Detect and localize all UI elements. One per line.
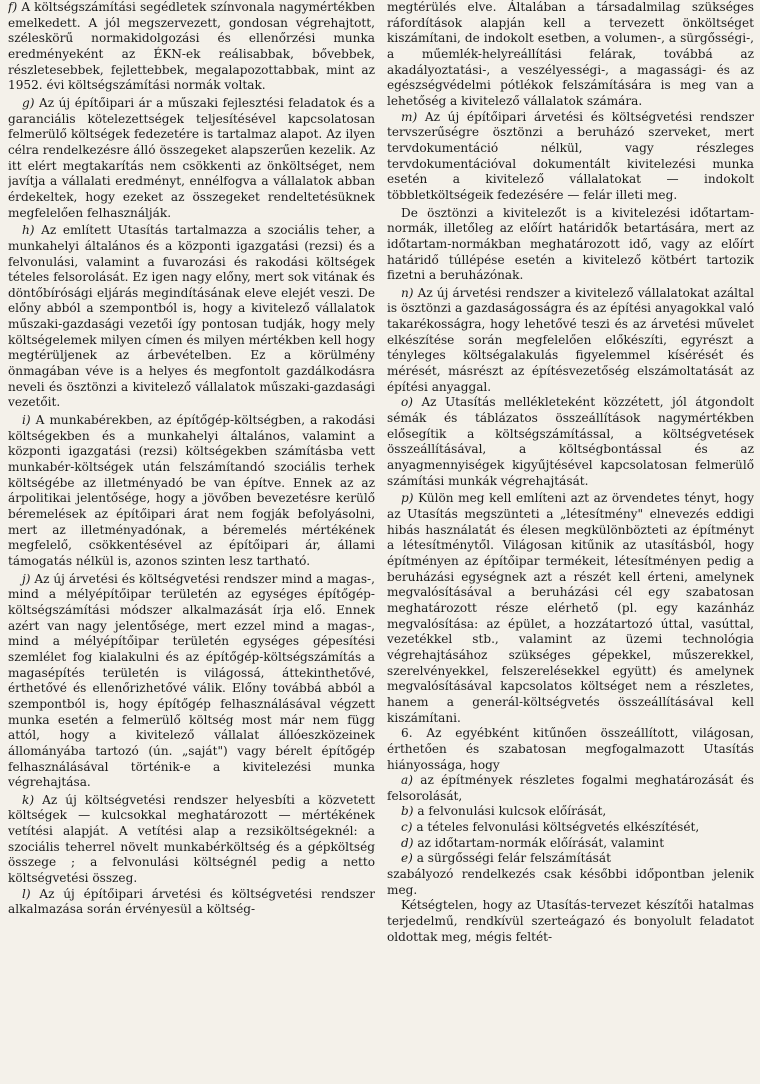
list-item-b bbox=[387, 804, 754, 820]
paragraph-p bbox=[387, 491, 754, 726]
paragraph-text: Az új építőipari ár a műszaki fejlesztési feladatok és a garanciális kötelezettségek teljesítésével kapcsolatosan felmerülő költségek fedezetére is tartalmaz alapot. Az ilyen célra rendelkezésre álló összegeket alapszerűen kezelik. Az itt elért megtakarítás nem csökkenti az önköltséget, nem javítja a vállalati eredményt, ennélfogva a vállalatok abban érdekeltek, hogy ezeket az összegeket rendeltetésüknek megfelelően felhasználják. bbox=[8, 95, 375, 220]
paragraph-label: h) bbox=[22, 223, 35, 238]
list-item-e bbox=[387, 851, 754, 867]
paragraph-text: A munkabérekben, az építőgép-költségben, a rakodási költségekben és a munkahelyi általános, valamint a központi igazgatási (rezsi) költségekben számításba vett munkabér-költségek után felszámítandó szociális terhek költségébe az illetményadó be van építve. Ennek az az árpolitikai jelentősége, hogy a jövőben bevezetésre kerülő béremelések az építőipari árat nem fogják befolyásolni, mert az illetményadónak, a béremelés mértékének megfelelő, csökkentésével az építőipari ár, állami támogatás nélkül is, azonos szinten lesz tartható. bbox=[8, 413, 375, 568]
paragraph-h bbox=[8, 223, 375, 411]
paragraph-label: f) bbox=[8, 0, 18, 14]
paragraph-text: Az új árvetési rendszer a kivitelező vállalatokat azáltal is ösztönzi a gazdaságosságra és az építési anyagokkal való takarékosságra, hogy lehetővé teszi és az árvetési művelet elkészítése során megfelelően előkészíti, egyrészt a tényleges költségalakulás figyelemmel kísérését és mérését, másrészt az építésvezetőség elszámoltatását az építési anyaggal. bbox=[387, 285, 754, 394]
list-label: a) bbox=[401, 773, 413, 788]
paragraph-j bbox=[8, 572, 375, 791]
paragraph-text: Az új árvetési és költségvetési rendszer mind a magas-, mind a mélyépítőipar területén az egységes építőgép-költségszámítási módszer alkalmazását írja elő. Ennek azért van nagy jelentősége, mert ezzel mind a magas-, mind a mélyépítőipar területén egységes gépesítési szemlélet fog kialakulni és az építőgép-költségszámítás a magasépítés területén is világossá, áttekinthetővé, érthetővé és ellenőrizhetővé válik. Előny továbbá abból a szempontból is, hogy építőgép felhasználásával végzett munka esetén a felmerülő költség most már nem függ attól, hogy a kivitelező vállalat állóeszközeinek állományába tartozó (ún. „saját") vagy bérelt építőgép felhasználásával történik-e a kivitelezési munka végrehajtása. bbox=[8, 571, 375, 790]
paragraph-label: o) bbox=[401, 395, 413, 410]
paragraph-g bbox=[8, 96, 375, 221]
paragraph-label: l) bbox=[22, 886, 31, 901]
paragraph-text: szabályozó rendelkezés csak későbbi időpontban jelenik meg. bbox=[387, 867, 754, 897]
list-item-a bbox=[387, 773, 754, 804]
paragraph-label: p) bbox=[401, 491, 414, 506]
paragraph-final bbox=[387, 898, 754, 945]
paragraph-n bbox=[387, 286, 754, 396]
paragraph-text: megtérülés elve. Általában a társadalmilag szükséges ráfordítások alapján kell a tervezett önköltséget kiszámítani, de indokolt esetben, a volumen-, a sürgősségi-, a műemlék-helyreállítási felárak, továbbá az akadályoztatási-, a veszélyességi-, a magassági- és az egészségvédelmi pótlékok felszámítására is meg van a lehetőség a kivitelező vállalatok számára. bbox=[387, 0, 754, 108]
paragraph-text: Külön meg kell említeni azt az örvendetes tényt, hogy az Utasítás megszünteti a „létesítmény" elnevezés eddigi hibás használatát és élesen megkülönbözteti az építményt a létesítménytől. Világosan kitűnik az utasításból, hogy építményen az építőipar termékeit, létesítményen pedig a beruházási egységnek azt a részét kell érteni, amelynek megvalósításával a beruházási cél egy szabatosan meghatározott része elérhető (pl. egy kazánház megvalósítása: az épület, a hozzátartozó úttal, vasúttal, vezetékkel stb., valamint az üzemi technológia végrehajtásához szükséges gépekkel, műszerekkel, szerelvényekkel, felszerelésekkel együtt) és amelynek megvalósításával kapcsolatos költséget nem a részletes, hanem a generál-költségvetés összeállításával kell kiszámítani. bbox=[387, 491, 754, 725]
paragraph-label: i) bbox=[22, 413, 31, 428]
list-text: a tételes felvonulási költségvetés elkészítését, bbox=[416, 820, 700, 835]
paragraph-label: m) bbox=[401, 109, 418, 124]
list-text: az időtartam-normák előírását, valamint bbox=[417, 835, 665, 850]
paragraph-i bbox=[8, 413, 375, 570]
list-item-d bbox=[387, 836, 754, 852]
list-conclusion bbox=[387, 867, 754, 898]
paragraph-l bbox=[8, 887, 375, 918]
paragraph-text: Az Utasítás mellékleteként közzétett, jól átgondolt sémák és táblázatos összeállítások nagymértékben elősegítik a költségszámítással, a költségvetések összeállításával, a költségbontással és az anyagmennyiségek kigyűjtésével kapcsolatosan felmerülő számítási munkák végrehajtását. bbox=[387, 395, 754, 488]
paragraph-text: Kétségtelen, hogy az Utasítás-tervezet készítői hatalmas terjedelmű, rendkívül szerteágazó és bonyolult feladatot oldottak meg, mégis feltét- bbox=[387, 898, 754, 944]
paragraph-text: Az egyébként kitűnően összeállított, világosan, érthetően és szabatosan megfogalmazott Utasítás hiányossága, hogy bbox=[387, 726, 754, 772]
list-label: d) bbox=[401, 835, 414, 850]
right-column bbox=[387, 0, 754, 1084]
list-item-c bbox=[387, 820, 754, 836]
list-text: az építmények részletes fogalmi meghatározását és felsorolását, bbox=[387, 773, 754, 803]
paragraph-text: De ösztönzi a kivitelezőt is a kivitelezési időtartam-normák, illetőleg az előírt határidők betartására, mert az időtartam-normákban meghatározott idő, vagy az előírt határidő túllépése esetén a kivitelező kötbért tartozik fizetni a beruházónak. bbox=[387, 205, 754, 283]
list-text: a felvonulási kulcsok előírását, bbox=[417, 804, 607, 819]
list-label: c) bbox=[401, 820, 413, 835]
paragraph-l-continued bbox=[387, 0, 754, 110]
paragraph-text: Az új költségvetési rendszer helyesbíti a közvetett költségek — kulcsokkal meghatározott — mértékének vetítési alapját. A vetítési alap a rezsiköltségeknél: a szociális teherrel növelt munkabérköltség és a gépköltség összege ; a felvonulási költségnél pedig a netto költségvetési összeg. bbox=[8, 792, 375, 886]
paragraph-label: n) bbox=[401, 285, 414, 300]
paragraph-k bbox=[8, 793, 375, 887]
paragraph-text: Az új építőipari árvetési és költségvetési rendszer alkalmazása során érvényesül a költség- bbox=[8, 886, 375, 917]
paragraph-m-second bbox=[387, 206, 754, 284]
paragraph-f bbox=[8, 0, 375, 94]
paragraph-6 bbox=[387, 726, 754, 773]
paragraph-text: Az új építőipari árvetési és költségvetési rendszer tervszerűségre ösztönzi a beruházó szerveket, mert tervdokumentáció nélkül, vagy részleges tervdokumentációval dokumentált kivitelezési munka esetén a kivitelező vállalatokat — indokolt többletköltségeik fedezésére — felár illeti meg. bbox=[387, 109, 754, 202]
paragraph-label: g) bbox=[22, 95, 35, 110]
paragraph-text: A költségszámítási segédletek színvonala nagymértékben emelkedett. A jól megszervezett, gondosan végrehajtott, széleskörű normakidolgozási és ellenőrzési munka eredményeként az ÉKN-ek reálisabbak, bővebbek, részletesebbek, fejlettebbek, megalapozottabbak, mint az 1952. évi költségszámítási normák voltak. bbox=[8, 0, 375, 93]
list-text: a sürgősségi felár felszámítását bbox=[416, 851, 611, 866]
paragraph-o bbox=[387, 395, 754, 489]
list-label: b) bbox=[401, 804, 414, 819]
paragraph-label: 6. bbox=[401, 726, 413, 741]
list-label: e) bbox=[401, 851, 413, 866]
paragraph-text: Az említett Utasítás tartalmazza a szociális teher, a munkahelyi általános és a központi igazgatási (rezsi) és a felvonulási, valamint a fuvarozási és rakodási költségek tételes felsorolását. Ez igen nagy előny, mert sok vitának és döntőbírósági eljárás megindításának eleve elejét veszi. De előny abból a szempontból is, hogy a kivitelező vállalatok műszaki-gazdasági vezetői így pontosan tudják, hogy mely költségelemek milyen címen és milyen mértékben kell hogy megtérüljenek az árbevételben. Ez a körülmény önmagában véve is a helyes és megfontolt gazdálkodásra neveli és ösztönzi a kivitelező vállalatok műszaki-gazdasági vezetőit. bbox=[8, 223, 375, 410]
paragraph-label: k) bbox=[22, 792, 35, 807]
paragraph-label: j) bbox=[22, 571, 31, 586]
paragraph-m bbox=[387, 110, 754, 204]
left-column bbox=[8, 0, 375, 1084]
